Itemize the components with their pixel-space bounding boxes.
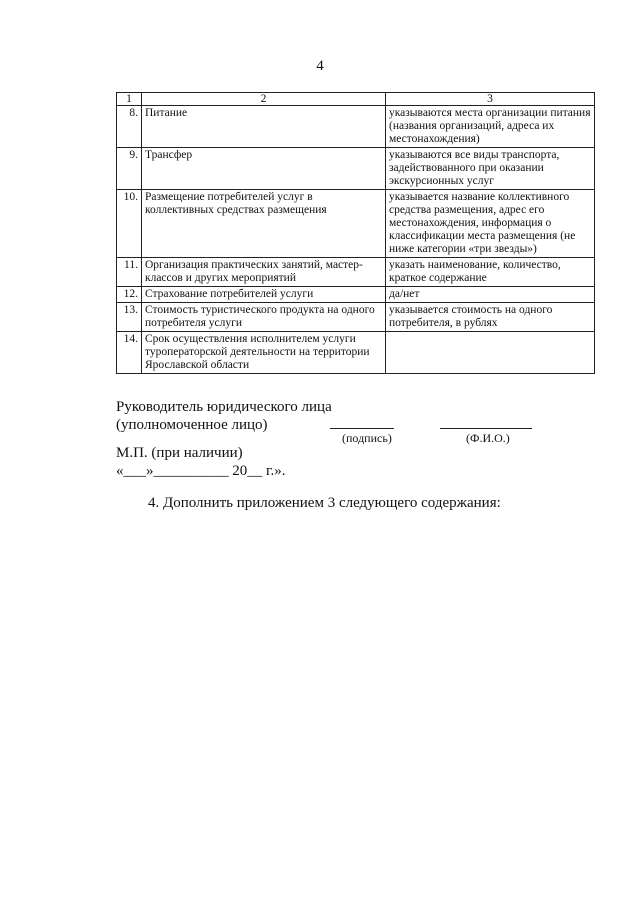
name-underline [440,428,532,429]
services-table [116,92,595,374]
row-description: указываются все виды транспорта, задействованного при оказании экскурсионных услуг [386,148,595,190]
column-header: 3 [386,93,595,106]
row-item: Организация практических занятий, мастер-классов и других мероприятий [142,258,386,287]
signature-underline [330,428,394,429]
table-row [117,148,595,190]
row-number: 14. [117,332,142,374]
row-item: Размещение потребителей услуг в коллективных средствах размещения [142,190,386,258]
row-item: Питание [142,106,386,148]
row-item: Страхование потребителей услуги [142,287,386,303]
name-caption: (Ф.И.О.) [466,431,510,445]
row-number: 9. [117,148,142,190]
table-row [117,106,595,148]
column-header: 1 [117,93,142,106]
row-item: Срок осуществления исполнителем услуги туроператорской деятельности на территории Ярославской области [142,332,386,374]
table-row [117,287,595,303]
row-number: 13. [117,303,142,332]
signature-block [116,398,332,434]
table-row [117,303,595,332]
row-number: 8. [117,106,142,148]
row-number: 12. [117,287,142,303]
row-item: Трансфер [142,148,386,190]
signatory-subtitle: (уполномоченное лицо) [116,417,268,433]
table-row [117,332,595,374]
table-header-row [117,93,595,106]
signature-caption: (подпись) [342,431,392,445]
row-description: указывается название коллективного средства размещения, адрес его местонахождения, информация о классификации места размещения (не ниже категории «три звезды») [386,190,595,258]
stamp-label: М.П. (при наличии) [116,445,243,461]
row-number: 11. [117,258,142,287]
row-number: 10. [117,190,142,258]
table-row [117,190,595,258]
amendment-paragraph: 4. Дополнить приложением 3 следующего содержания: [148,495,501,511]
column-header: 2 [142,93,386,106]
signatory-title: Руководитель юридического лица [116,399,332,415]
page-number: 4 [316,58,324,74]
row-description [386,332,595,374]
table-row [117,258,595,287]
date-line: «___»__________ 20__ г.». [116,463,286,479]
row-description: да/нет [386,287,595,303]
row-description: указывается стоимость на одного потребителя, в рублях [386,303,595,332]
row-description: указываются места организации питания (названия организаций, адреса их местонахождения) [386,106,595,148]
row-item: Стоимость туристического продукта на одного потребителя услуги [142,303,386,332]
row-description: указать наименование, количество, краткое содержание [386,258,595,287]
